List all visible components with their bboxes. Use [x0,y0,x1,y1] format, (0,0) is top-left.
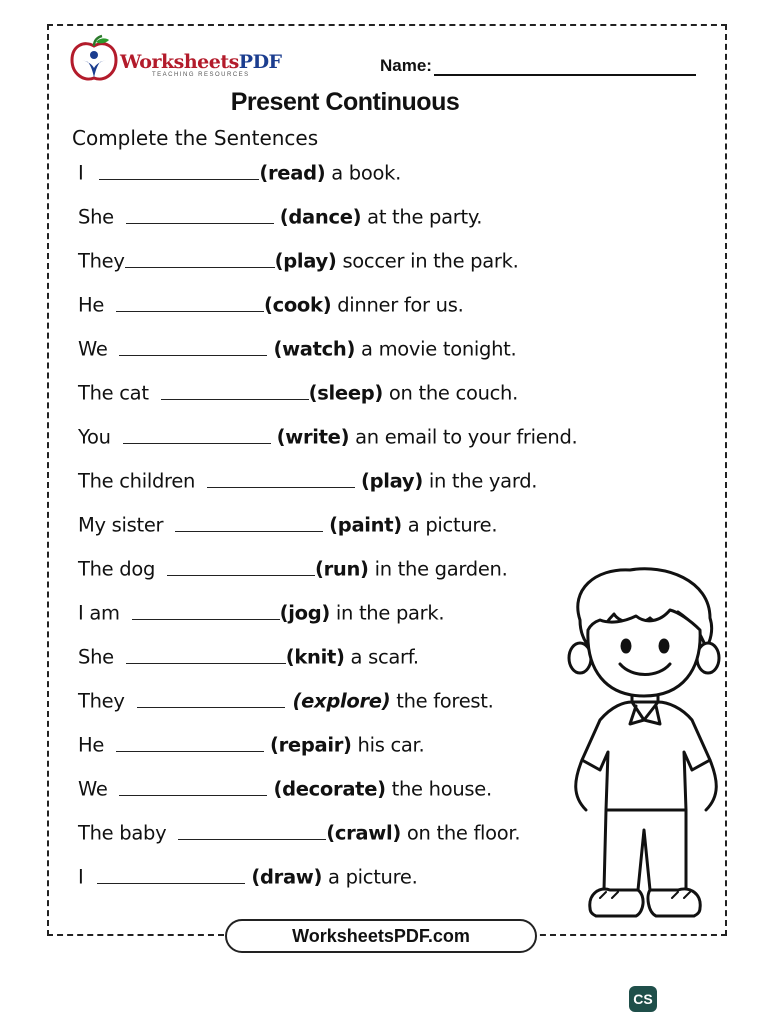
sentence-verb: (explore) [292,689,391,713]
sentence-row [78,160,401,185]
sentence-subject: I [78,865,84,889]
sentence-rest: in the yard. [422,469,538,493]
sentence-row [78,820,520,845]
answer-blank[interactable] [132,600,280,620]
sentence-rest: on the couch. [383,381,519,405]
footer-site-link[interactable]: WorksheetsPDF.com [225,919,537,953]
sentence-row [78,776,492,801]
answer-blank[interactable] [126,644,286,664]
sentence-subject: I am [78,601,120,625]
sentence-row [78,424,577,449]
sentence-subject: We [78,337,108,361]
sentence-row [78,380,518,405]
sentence-row [78,512,497,537]
boy-illustration [560,560,730,940]
sentence-rest: at the party. [361,205,483,229]
sentence-row [78,248,519,273]
sentence-subject: The cat [78,381,149,405]
sentence-rest: a movie tonight. [355,337,517,361]
sentence-rest: a scarf. [344,645,419,669]
sentence-row [78,644,419,669]
sentence-verb: (sleep) [308,381,384,405]
sentence-rest: the forest. [390,689,494,713]
answer-blank[interactable] [123,424,271,444]
name-label: Name: [380,56,432,75]
answer-blank[interactable] [99,160,259,180]
sentence-verb: (draw) [251,865,323,889]
answer-blank[interactable] [175,512,323,532]
sentence-rest: a picture. [401,513,498,537]
brand-name-part1: Worksheets [120,51,239,73]
brand-name-part2: PDF [238,51,282,73]
answer-blank[interactable] [97,864,245,884]
sentence-subject: We [78,777,108,801]
sentence-row [78,468,537,493]
sentence-rest: in the park. [329,601,445,625]
cs-badge[interactable]: CS [629,986,657,1012]
sentence-subject: They [78,249,125,273]
brand-tagline: TEACHING RESOURCES [152,72,250,78]
sentence-rest: soccer in the park. [336,249,519,273]
sentence-rest: an email to your friend. [349,425,578,449]
sentence-row [78,600,444,625]
sentence-verb: (run) [314,557,369,581]
sentence-subject: I [78,161,84,185]
answer-blank[interactable] [137,688,285,708]
sentence-subject: The dog [78,557,156,581]
sentence-row [78,732,424,757]
sentence-verb: (decorate) [273,777,386,801]
sentence-subject: The baby [78,821,167,845]
answer-blank[interactable] [207,468,355,488]
sentence-subject: My sister [78,513,164,537]
page-title: Present Continuous [230,88,460,116]
sentence-subject: She [78,205,114,229]
answer-blank[interactable] [116,732,264,752]
sentence-verb: (knit) [285,645,345,669]
sentence-row [78,688,494,713]
sentence-row [78,204,482,229]
name-line[interactable] [434,58,696,76]
sentence-rest: a book. [325,161,402,185]
sentence-subject: You [78,425,111,449]
sentence-verb: (play) [274,249,337,273]
sentence-subject: The children [78,469,196,493]
answer-blank[interactable] [119,776,267,796]
sentence-verb: (play) [361,469,423,493]
sentence-subject: He [78,733,105,757]
sentence-subject: They [78,689,125,713]
sentence-verb: (watch) [273,337,356,361]
sentence-verb: (cook) [263,293,332,317]
answer-blank[interactable] [167,556,315,576]
sentence-rest: the house. [385,777,492,801]
sentence-verb: (dance) [279,205,362,229]
name-field [380,56,696,76]
sentence-rest: in the garden. [368,557,508,581]
sentence-verb: (read) [259,161,326,185]
sentence-rest: dinner for us. [331,293,464,317]
answer-blank[interactable] [178,820,326,840]
brand-name [120,51,282,73]
answer-blank[interactable] [161,380,309,400]
answer-blank[interactable] [116,292,264,312]
sentence-subject: He [78,293,105,317]
sentence-subject: She [78,645,114,669]
sentence-rest: a picture. [322,865,418,889]
answer-blank[interactable] [119,336,267,356]
sentence-verb: (crawl) [326,821,401,845]
answer-blank[interactable] [126,204,274,224]
sentence-verb: (jog) [279,601,330,625]
sentence-row [78,336,516,361]
sentence-rest: on the floor. [400,821,521,845]
section-subtitle: Complete the Sentences [72,126,319,150]
sentence-row [78,292,463,317]
sentence-rest: his car. [351,733,425,757]
sentence-row [78,864,418,889]
sentence-verb: (write) [276,425,350,449]
sentence-verb: (paint) [329,513,402,537]
sentence-row [78,556,508,581]
sentence-verb: (repair) [269,733,352,757]
answer-blank[interactable] [125,248,275,268]
